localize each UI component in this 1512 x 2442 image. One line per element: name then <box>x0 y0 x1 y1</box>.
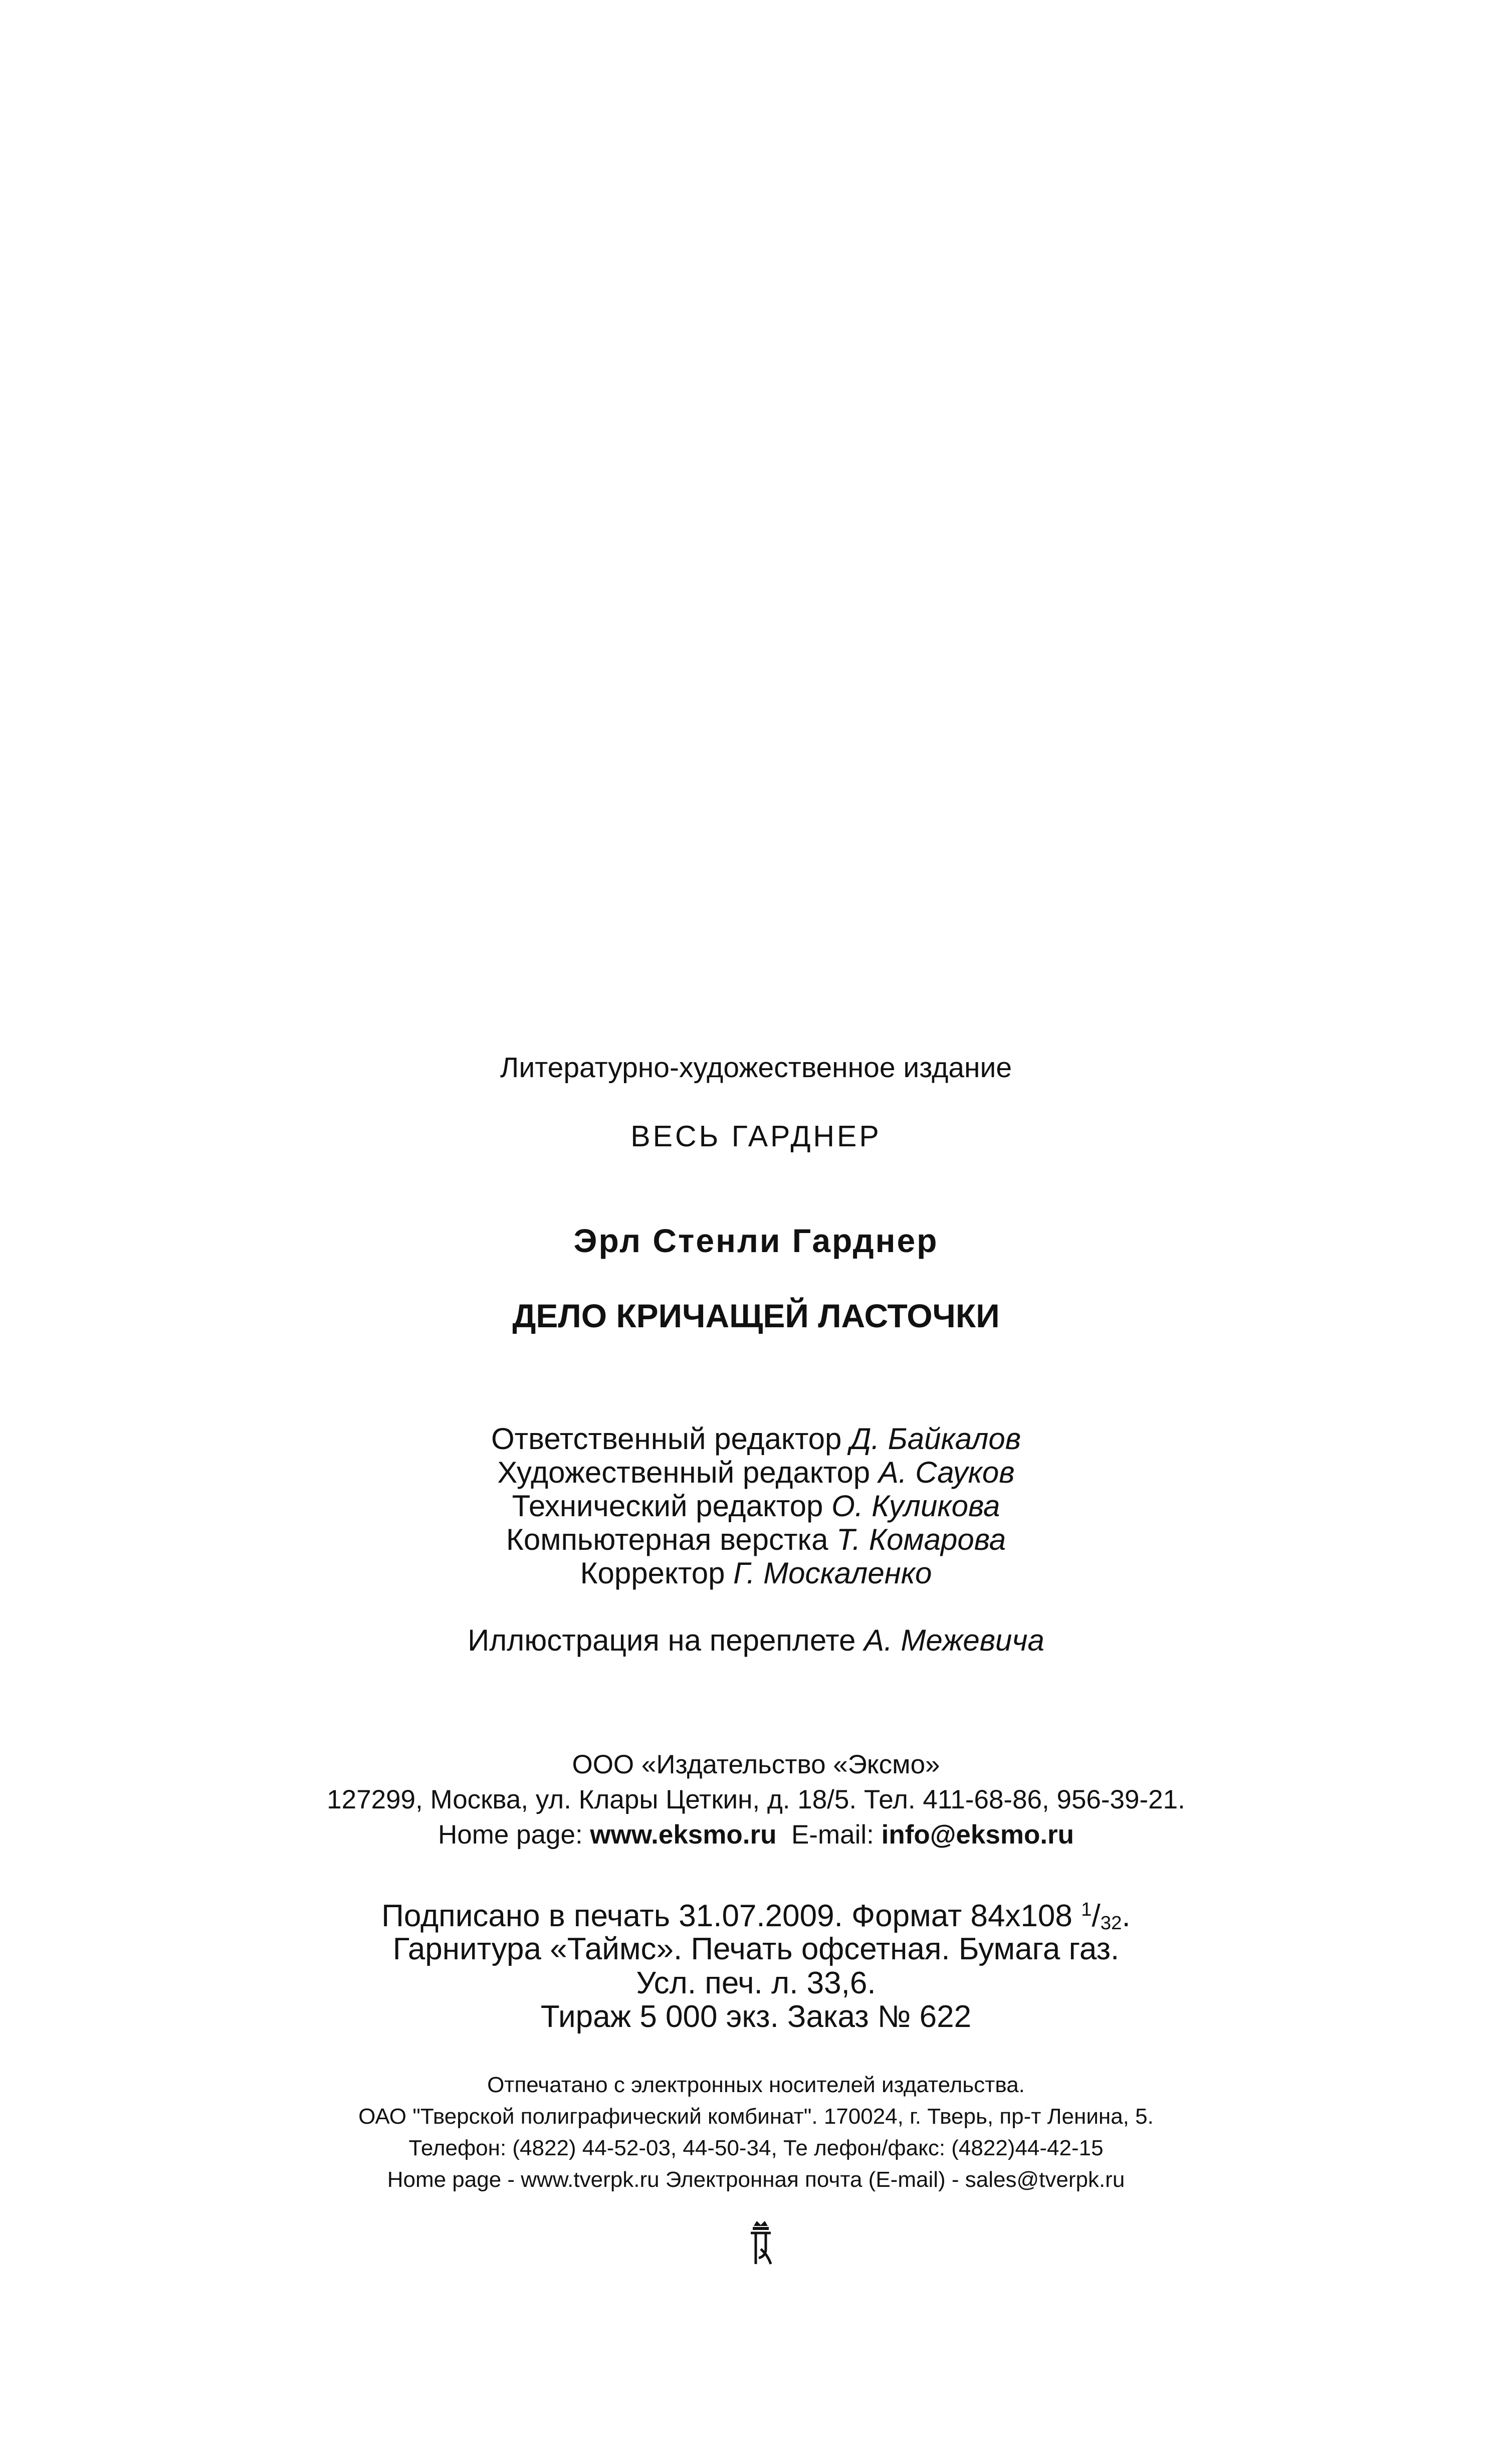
illustration-credit <box>0 1625 1512 1656</box>
credit-role: Корректор <box>580 1556 725 1590</box>
email-link[interactable]: info@eksmo.ru <box>881 1820 1074 1850</box>
credit-name: Т. Комарова <box>836 1523 1006 1556</box>
credit-line <box>0 1424 1512 1454</box>
format-fraction-suffix: . <box>1122 1899 1131 1934</box>
publisher-contacts <box>0 1821 1512 1848</box>
publisher-address: 127299, Москва, ул. Клары Цеткин, д. 18/5. Тел. 411-68-86, 956-39-21. <box>327 1785 1185 1814</box>
credit-name: О. Куликова <box>831 1489 1000 1523</box>
credit-line <box>0 1525 1512 1555</box>
printer-line: Home page - www.tverpk.ru Электронная почта (E-mail) - sales@tverpk.ru <box>387 2167 1125 2192</box>
publisher-name: ООО «Издательство «Эксмо» <box>572 1750 940 1779</box>
credit-line <box>0 1458 1512 1488</box>
credit-role: Компьютерная верстка <box>506 1523 828 1556</box>
credit-line <box>0 1558 1512 1588</box>
credit-name: А. Сауков <box>878 1456 1015 1489</box>
credit-line <box>0 1491 1512 1521</box>
edition-type: Литературно-художественное издание <box>500 1052 1012 1084</box>
print-typeface: Гарнитура «Таймс». Печать офсетная. Бумага газ. <box>392 1932 1120 1966</box>
illustration-role: Иллюстрация на переплете <box>468 1623 856 1657</box>
credit-role: Ответственный редактор <box>491 1422 842 1456</box>
format-fraction-denominator: 32 <box>1100 1912 1122 1934</box>
credit-role: Художественный редактор <box>497 1456 871 1489</box>
homepage-link[interactable]: www.eksmo.ru <box>590 1820 777 1850</box>
tverpk-logo-icon <box>746 2218 776 2268</box>
print-sheets: Усл. печ. л. 33,6. <box>636 1966 876 2000</box>
email-label: E-mail: <box>791 1820 874 1850</box>
format-fraction-numerator: 1 <box>1081 1899 1092 1920</box>
homepage-label: Home page: <box>438 1820 583 1850</box>
book-title: ДЕЛО КРИЧАЩЕЙ ЛАСТОЧКИ <box>512 1297 1000 1334</box>
printer-line: Отпечатано с электронных носителей издательства. <box>487 2073 1025 2097</box>
illustration-name: А. Межевича <box>864 1623 1044 1657</box>
printer-line: Телефон: (4822) 44-52-03, 44-50-34, Те лефон/факс: (4822)44-42-15 <box>408 2136 1104 2160</box>
print-signed: Подписано в печать 31.07.2009. Формат 84x108 $^1$/32. <box>381 1899 1131 1934</box>
print-run: Тираж 5 000 экз. Заказ № 622 <box>540 1999 972 2034</box>
credit-name: Д. Байкалов <box>850 1422 1021 1456</box>
printer-line: ОАО "Тверской полиграфический комбинат". 170024, г. Тверь, пр-т Ленина, 5. <box>358 2104 1154 2129</box>
author-name: Эрл Стенли Гарднер <box>573 1222 939 1259</box>
series-title: ВЕСЬ ГАРДНЕР <box>630 1120 882 1153</box>
credit-role: Технический редактор <box>512 1489 823 1523</box>
credit-name: Г. Москаленко <box>733 1556 932 1590</box>
print-signed-text: Подписано в печать 31.07.2009. Формат 84x108 <box>381 1899 1072 1934</box>
